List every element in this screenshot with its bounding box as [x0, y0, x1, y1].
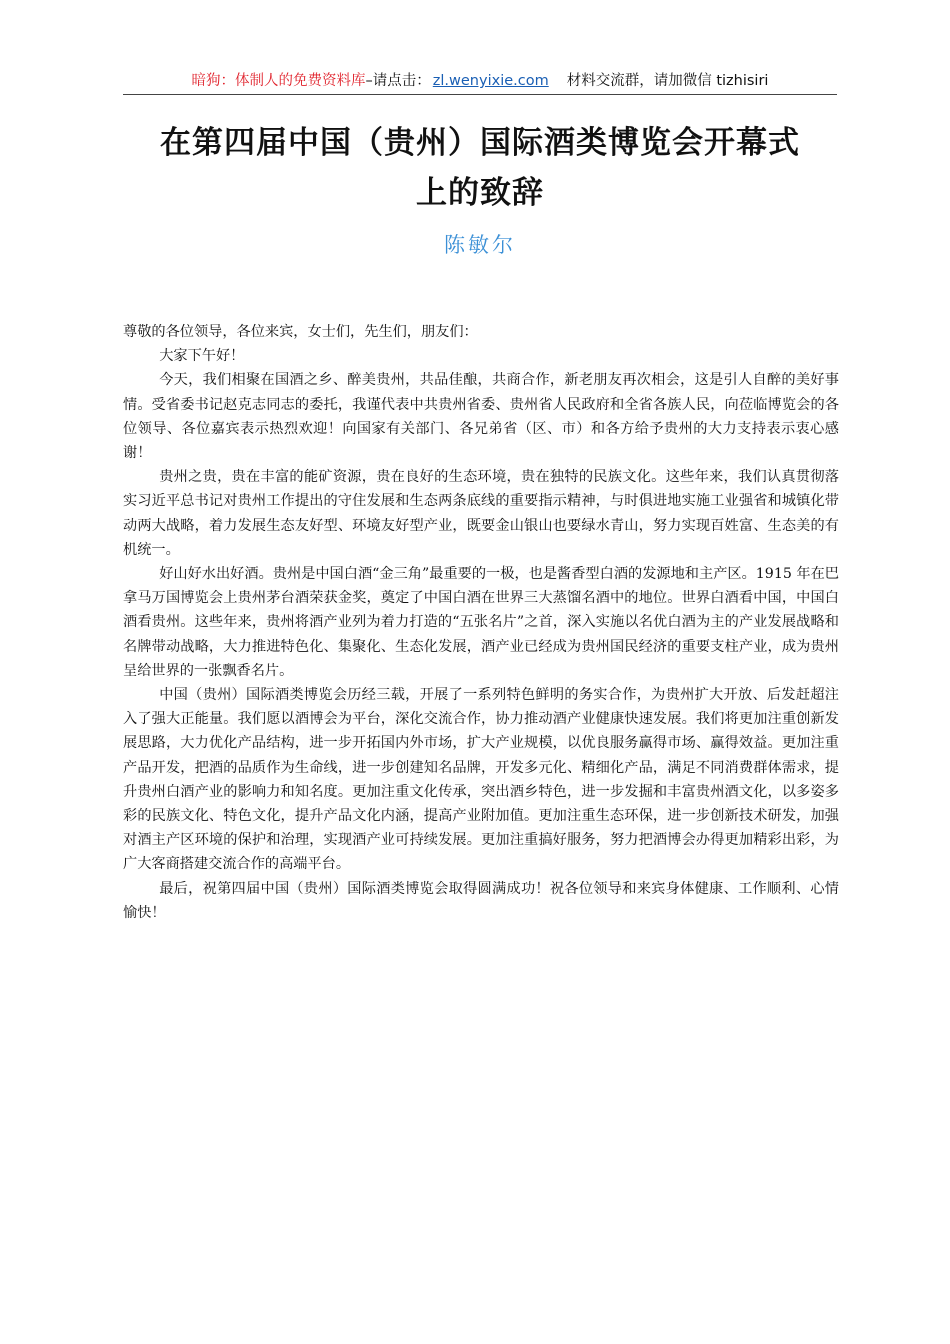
author-name: 陈敏尔: [444, 233, 516, 257]
header-contact: 材料交流群，请加微信 tizhisiri: [566, 73, 769, 89]
document-body: [123, 320, 839, 925]
paragraph: 贵州之贵，贵在丰富的能矿资源，贵在良好的生态环境，贵在独特的民族文化。这些年来，我们认真贯彻落实习近平总书记对贵州工作提出的守住发展和生态两条底线的重要指示精神，与时俱进地实施工业强省和城镇化带动两大战略，着力发展生态友好型、环境友好型产业，既要金山银山也要绿水青山，努力实现百姓富、生态美的有机统一。: [123, 469, 839, 558]
header-prompt: –请点击：: [365, 73, 431, 89]
header-brand: 暗狗：体制人的免费资料库: [191, 73, 366, 89]
paragraph: 中国（贵州）国际酒类博览会历经三载，开展了一系列特色鲜明的务实合作，为贵州扩大开放、后发赶超注入了强大正能量。我们愿以酒博会为平台，深化交流合作，协力推动酒产业健康快速发展。我们将更加注重创新发展思路，大力优化产品结构，进一步开拓国内外市场，扩大产业规模，以优良服务赢得市场、赢得效益。更加注重产品开发，把酒的品质作为生命线，进一步创建知名品牌，开发多元化、精细化产品，满足不同消费群体需求，提升贵州白酒产业的影响力和知名度。更加注重文化传承，突出酒乡特色，进一步发掘和丰富贵州酒文化，以多姿多彩的民族文化、特色文化，提升产品文化内涵，提高产业附加值。更加注重生态环保，进一步创新技术研发，加强对酒主产区环境的保护和治理，实现酒产业可持续发展。更加注重搞好服务，努力把酒博会办得更加精彩出彩，为广大客商搭建交流合作的高端平台。: [123, 687, 839, 873]
header-link[interactable]: zl.wenyixie.com: [432, 73, 549, 89]
page-header: [123, 68, 837, 95]
title-line-1: 在第四届中国（贵州）国际酒类博览会开幕式: [160, 125, 800, 161]
paragraph-closing: 最后，祝第四届中国（贵州）国际酒类博览会取得圆满成功！祝各位领导和来宾身体健康、工作顺利、心情愉快！: [123, 880, 839, 921]
paragraph: 好山好水出好酒。贵州是中国白酒“金三角”最重要的一极，也是酱香型白酒的发源地和主产区。1915 年在巴拿马万国博览会上贵州茅台酒荣获金奖，奠定了中国白酒在世界三大蒸馏名酒中的地位。世界白酒看中国，中国白酒看贵州。这些年来，贵州将酒产业列为着力打造的“五张名片”之首，深入实施以名优白酒为主的产业发展战略和名牌带动战略，大力推进特色化、集聚化、生态化发展，酒产业已经成为贵州国民经济的重要支柱产业，成为贵州呈给世界的一张飘香名片。: [123, 566, 839, 679]
salutation: 尊敬的各位领导，各位来宾，女士们，先生们，朋友们：: [123, 324, 478, 340]
title-line-2: 上的致辞: [416, 175, 544, 211]
document-title: [110, 118, 850, 218]
paragraph: 今天，我们相聚在国酒之乡、醉美贵州，共品佳酿，共商合作，新老朋友再次相会，这是引人自醉的美好事情。受省委书记赵克志同志的委托，我谨代表中共贵州省委、贵州省人民政府和全省各族人民，向莅临博览会的各位领导、各位嘉宾表示热烈欢迎！向国家有关部门、各兄弟省（区、市）和各方给予贵州的大力支持表示衷心感谢！: [123, 372, 839, 462]
paragraph-greeting: 大家下午好！: [159, 348, 245, 365]
